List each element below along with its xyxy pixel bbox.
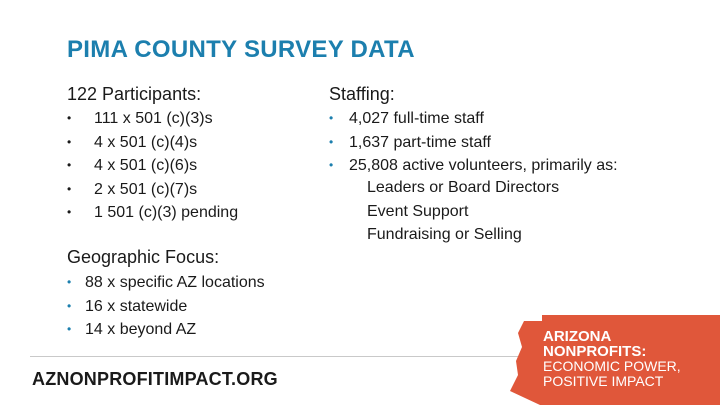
list-item: • 4 x 501 (c)(4)s bbox=[67, 131, 238, 155]
staffing-heading: Staffing: bbox=[329, 84, 395, 104]
bullet-icon: • bbox=[329, 134, 334, 149]
list-item: • 14 x beyond AZ bbox=[67, 318, 265, 342]
bullet-icon: • bbox=[67, 181, 72, 196]
bullet-icon: • bbox=[329, 158, 334, 173]
page-title: PIMA COUNTY SURVEY DATA bbox=[67, 36, 415, 63]
list-item: • 1,637 part-time staff bbox=[329, 131, 618, 155]
list-item: Fundraising or Selling bbox=[367, 226, 522, 244]
list-item: Event Support bbox=[367, 202, 469, 220]
list-item: • 1 501 (c)(3) pending bbox=[67, 201, 238, 225]
list-item: • 4,027 full-time staff bbox=[329, 107, 618, 131]
bullet-icon: • bbox=[67, 134, 72, 149]
logo-line-4: POSITIVE IMPACT bbox=[543, 373, 664, 389]
logo-line-1: ARIZONA bbox=[543, 328, 612, 345]
bullet-icon: • bbox=[67, 158, 72, 173]
participants-list bbox=[67, 107, 238, 225]
list-item: • 25,808 active volunteers, primarily as: bbox=[329, 154, 618, 178]
participants-heading: 122 Participants: bbox=[67, 84, 202, 104]
geographic-list bbox=[67, 271, 265, 342]
footer-url: AZNONPROFITIMPACT.ORG bbox=[32, 369, 278, 389]
bullet-icon: • bbox=[67, 322, 72, 337]
logo-text bbox=[543, 329, 681, 389]
list-item: • 16 x statewide bbox=[67, 295, 265, 319]
staffing-roles-list bbox=[329, 176, 559, 247]
staffing-list bbox=[329, 107, 618, 178]
list-item: • 4 x 501 (c)(6)s bbox=[67, 154, 238, 178]
logo-line-2: NONPROFITS: bbox=[543, 343, 647, 360]
bullet-icon: • bbox=[329, 111, 334, 125]
geographic-heading: Geographic Focus: bbox=[67, 247, 220, 267]
list-item: • 111 x 501 (c)(3)s bbox=[67, 107, 238, 131]
list-item: • 88 x specific AZ locations bbox=[67, 271, 265, 295]
logo-line-3: ECONOMIC POWER, bbox=[543, 358, 681, 374]
bullet-icon: • bbox=[67, 275, 72, 289]
bullet-icon: • bbox=[67, 111, 72, 125]
bullet-icon: • bbox=[67, 298, 72, 313]
list-item: • 2 x 501 (c)(7)s bbox=[67, 178, 238, 202]
list-item: Leaders or Board Directors bbox=[367, 179, 560, 196]
bullet-icon: • bbox=[67, 205, 72, 220]
